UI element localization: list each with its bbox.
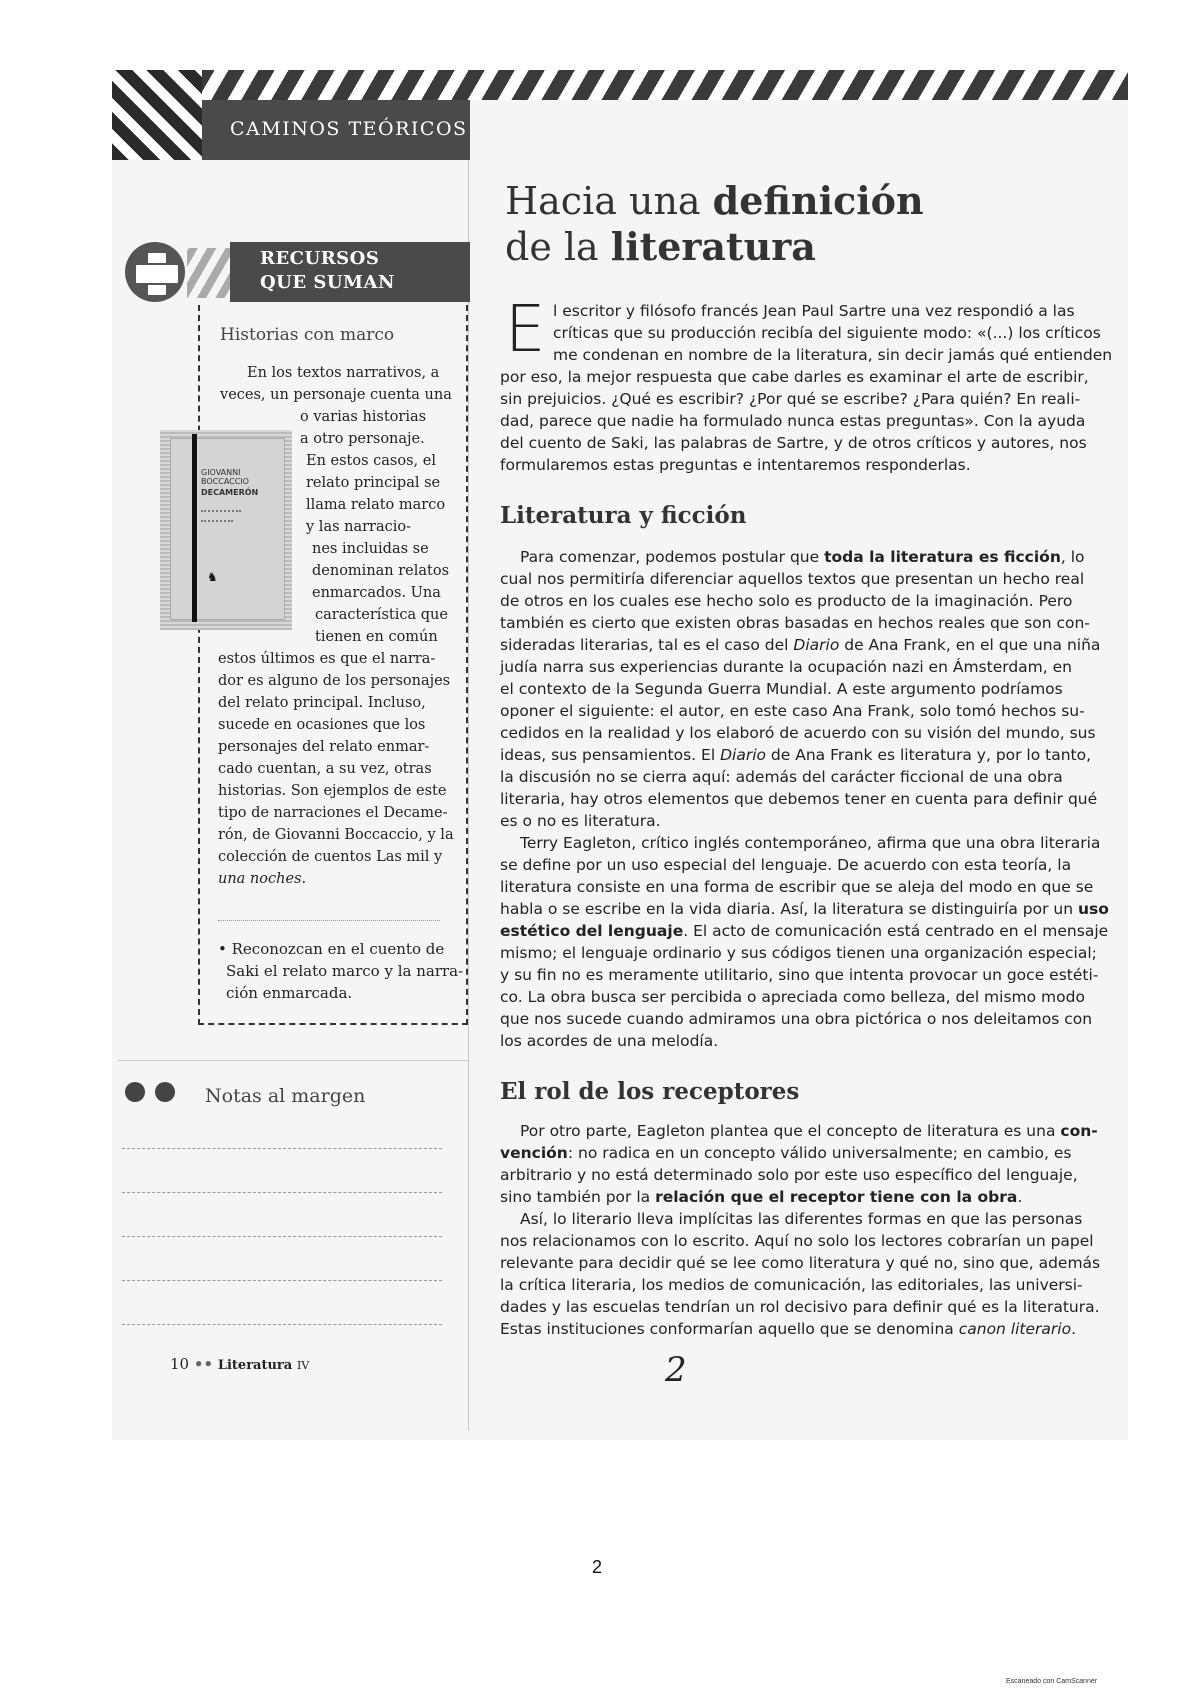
paragraph-line: Así, lo literario lleva implícitas las diferentes formas en que las personas [520,1210,1083,1228]
recursos-text-line: rón, de Giovanni Boccaccio, y la [218,827,454,843]
intro-line: me condenan en nombre de la literatura, sin decir jamás qué entienden [553,346,1113,364]
paragraph-line: relevante para decidir qué se lee como literatura y qué no, sino que, además [500,1254,1101,1272]
recursos-text-line: tipo de narraciones el Decame- [218,805,448,821]
drop-cap: E [505,293,546,367]
recursos-title-line: RECURSOS [260,248,380,269]
paragraph-line: literaria, hay otros elementos que debemos tener en cuenta para definir qué [500,790,1098,808]
page-footer [170,1355,309,1373]
recursos-text-line: a otro personaje. [300,431,425,447]
book-cover-fineprint [201,520,233,522]
book-author: GIOVANNI [201,468,241,477]
recursos-separator [218,920,440,921]
recursos-header [125,242,470,302]
bullet-dot-icon [125,1082,145,1102]
book-spine [192,434,197,622]
recursos-title [260,247,395,295]
paragraph-line: Por otro parte, Eagleton plantea que el concepto de literatura es una con- [520,1122,1098,1140]
intro-line: críticas que su producción recibía del siguiente modo: «(...) los críticos [553,324,1101,342]
title-part: de la [505,225,611,269]
recursos-text-line: nes incluidas se [312,541,429,557]
paragraph-line: de otros en los cuales ese hecho solo es producto de la imaginación. Pero [500,592,1073,610]
recursos-text-line: En estos casos, el [306,453,436,469]
recursos-text-line: sucede en ocasiones que los [218,717,426,733]
task-line: ción enmarcada. [226,984,353,1002]
paragraph-line: Para comenzar, podemos postular que toda la literatura es ficción, lo [520,548,1085,566]
paragraph-line: cual nos permitiría diferenciar aquellos textos que presentan un hecho real [500,570,1085,588]
recursos-text-line: colección de cuentos Las mil y [218,849,443,865]
recursos-text-line: característica que [315,607,448,623]
notes-line [122,1192,442,1193]
section-label: CAMINOS TEÓRICOS [230,118,468,140]
paragraph-line: es o no es literatura. [500,812,661,830]
book-cover-fineprint [201,510,241,512]
paragraph-line: nos relacionamos con lo escrito. Aquí no solo los lectores cobrarían un papel [500,1232,1094,1250]
title-part-bold: literatura [610,224,816,269]
paragraph-line: literatura consiste en una forma de escribir que se aleja del modo en que se [500,878,1094,896]
page-number: 2 [592,1557,603,1577]
task-line: Saki el relato marco y la narra- [226,962,464,980]
book-cover-image [170,438,285,620]
paragraph-line: dades y las escuelas tendrían un rol decisivo para definir qué es la literatura. [500,1298,1100,1316]
paragraph-line: ideas, sus pensamientos. El Diario de Ana Frank es literatura y, por lo tanto, [500,746,1092,764]
paragraph-line: Terry Eagleton, crítico inglés contemporáneo, afirma que una obra literaria [520,834,1101,852]
paragraph-line: mismo; el lenguaje ordinario y sus códigos tienen una organización especial; [500,944,1097,962]
paragraph-line: Estas instituciones conformarían aquello que se denomina canon literario. [500,1320,1077,1338]
recursos-subtitle: Historias con marco [220,325,395,345]
recursos-title-line: QUE SUMAN [260,272,395,293]
intro-line: del cuento de Saki, las palabras de Sartre, y de otros críticos y autores, nos [500,434,1087,452]
notes-line [122,1280,442,1281]
paragraph-line: judía narra sus experiencias durante la ocupación nazi en Ámsterdam, en [500,658,1072,676]
recursos-text-line: una noches. [218,871,307,887]
intro-line: sin prejuicios. ¿Qué es escribir? ¿Por qué se escribe? ¿Para quién? En reali- [500,390,1081,408]
recursos-text-line: En los textos narrativos, a [247,365,440,381]
paragraph-line: los acordes de una melodía. [500,1032,719,1050]
paragraph-line: sideradas literarias, tal es el caso del Diario de Ana Frank, en el que una niña [500,636,1101,654]
notes-line [122,1236,442,1237]
page-title [505,178,1025,270]
recursos-text-line: del relato principal. Incluso, [218,695,426,711]
publisher-logo-icon: ♞ [207,570,218,584]
recursos-text-line: tienen en común [315,629,438,645]
footer-dots: •• [193,1355,214,1373]
recursos-text-line: veces, un personaje cuenta una [220,387,452,403]
section-header-tab [202,100,470,160]
book-author: BOCCACCIO [201,477,249,486]
recursos-text-line: y las narracio- [306,519,412,535]
paragraph-line: habla o se escribe en la vida diaria. Así, la literatura se distinguiría por un uso [500,900,1109,918]
paragraph-line: el contexto de la Segunda Guerra Mundial. A este argumento podríamos [500,680,1063,698]
header-stripe-band [112,70,1128,100]
corner-stripe-decoration [112,70,202,160]
task-line: • Reconozcan en el cuento de [218,940,445,958]
recursos-text-line: denominan relatos [312,563,450,579]
title-part: Hacia una [505,179,713,223]
notes-line [122,1324,442,1325]
notes-line [122,1148,442,1149]
paragraph-line: y su fin no es meramente utilitario, sino que intenta provocar un goce estéti- [500,966,1099,984]
footer-page-number: 10 [170,1355,190,1373]
recursos-text-line: llama relato marco [306,497,446,513]
bullet-dot-icon [155,1082,175,1102]
paragraph-line: que nos sucede cuando admiramos una obra pictórica o nos deleitamos con [500,1010,1093,1028]
footer-volume: IV [296,1359,310,1372]
handwritten-mark: 2 [665,1350,687,1390]
intro-line: por eso, la mejor respuesta que cabe darles es examinar el arte de escribir, [500,368,1089,386]
paragraph-line: arbitrario y no está determinado solo por este uso específico del lenguaje, [500,1166,1078,1184]
recursos-text-line: relato principal se [306,475,441,491]
recursos-text-line: personajes del relato enmar- [218,739,430,755]
recursos-text-line: cado cuentan, a su vez, otras [218,761,432,777]
scanner-watermark: Escaneado con CamScanner [1006,1678,1098,1685]
plus-icon [125,242,185,302]
paragraph-line: sino también por la relación que el receptor tiene con la obra. [500,1188,1023,1206]
book-title: DECAMERÓN [201,488,259,497]
footer-book-title: Literatura [217,1358,293,1373]
paragraph-line: co. La obra busca ser percibida o apreciada como belleza, del mismo modo [500,988,1085,1006]
paragraph-line: cedidos en la realidad y los elaboró de acuerdo con su visión del mundo, sus [500,724,1096,742]
recursos-text-line: enmarcados. Una [312,585,441,601]
notas-title: Notas al margen [205,1085,366,1107]
title-part-bold: definición [712,178,924,223]
intro-line: formularemos estas preguntas e intentaremos responderlas. [500,456,971,474]
notas-frame [118,1060,468,1430]
paragraph-line: la crítica literaria, los medios de comunicación, las editoriales, las universi- [500,1276,1083,1294]
intro-line: dad, parece que nadie ha formulado nunca estas preguntas». Con la ayuda [500,412,1086,430]
paragraph-line: se define por un uso especial del lenguaje. De acuerdo con esta teoría, la [500,856,1072,874]
recursos-text-line: estos últimos es que el narra- [218,651,436,667]
column-divider [468,160,469,1430]
paragraph-line: vención: no radica en un concepto válido universalmente; en cambio, es [500,1144,1072,1162]
recursos-text-line: historias. Son ejemplos de este [218,783,447,799]
recursos-text-line: o varias historias [300,409,427,425]
paragraph-line: también es cierto que existen obras basadas en hechos reales que son con- [500,614,1090,632]
paragraph-line: oponer el siguiente: el autor, en este caso Ana Frank, solo tomó hechos su- [500,702,1085,720]
intro-line: l escritor y filósofo francés Jean Paul Sartre una vez respondió a las [553,302,1075,320]
section-heading-rol-receptores: El rol de los receptores [500,1078,800,1105]
paragraph-line: la discusión no se cierra aquí: además del carácter ficcional de una obra [500,768,1063,786]
section-heading-literatura-ficcion: Literatura y ficción [500,502,747,529]
paragraph-line: estético del lenguaje. El acto de comunicación está centrado en el mensaje [500,922,1109,940]
recursos-text-line: dor es alguno de los personajes [218,673,451,689]
